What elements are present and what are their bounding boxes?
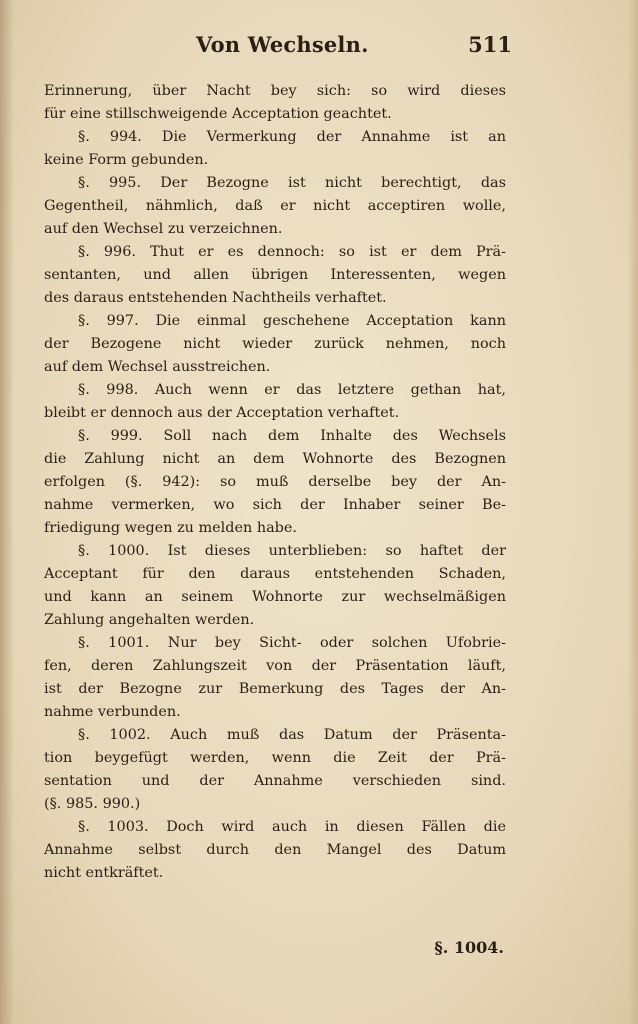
paragraph-999: §. 999. Soll nach dem Inhalte des Wechsels <box>78 428 506 444</box>
text-line: für eine stillschweigende Acceptation geachtet. <box>44 106 392 122</box>
page-number: 511 <box>468 32 512 57</box>
text-line: ist der Bezogne zur Bemerkung des Tages der An- <box>44 681 506 697</box>
paragraph-1001: §. 1001. Nur bey Sicht- oder solchen Ufobrie- <box>78 635 506 651</box>
paragraph-994: §. 994. Die Vermerkung der Annahme ist an <box>78 129 506 145</box>
page-header <box>44 32 512 62</box>
paragraph-998: §. 998. Auch wenn er das letztere gethan hat, <box>78 382 506 398</box>
text-line: Acceptant für den daraus entstehenden Schaden, <box>44 566 506 582</box>
text-line: (§. 985. 990.) <box>44 796 141 812</box>
text-line: bleibt er dennoch aus der Acceptation verhaftet. <box>44 405 400 421</box>
paragraph-996: §. 996. Thut er es dennoch: so ist er dem Prä- <box>78 244 506 260</box>
text-line: Zahlung angehalten werden. <box>44 612 255 628</box>
catchword: §. 1004. <box>434 938 504 957</box>
text-line: die Zahlung nicht an dem Wohnorte des Bezognen <box>44 451 506 467</box>
text-line: nicht entkräftet. <box>44 865 164 881</box>
text-line: keine Form gebunden. <box>44 152 209 168</box>
text-line: des daraus entstehenden Nachtheils verhaftet. <box>44 290 387 306</box>
text-line: friedigung wegen zu melden habe. <box>44 520 297 536</box>
text-line: sentation und der Annahme verschieden sind. <box>44 773 506 789</box>
text-line: Gegentheil, nähmlich, daß er nicht acceptiren wolle, <box>44 198 506 214</box>
text-line: der Bezogene nicht wieder zurück nehmen, noch <box>44 336 506 352</box>
body-text <box>44 80 506 885</box>
paragraph-1002: §. 1002. Auch muß das Datum der Präsenta- <box>78 727 506 743</box>
paragraph-1003: §. 1003. Doch wird auch in diesen Fällen die <box>78 819 506 835</box>
text-line: Erinnerung, über Nacht bey sich: so wird dieses <box>44 83 506 99</box>
paragraph-997: §. 997. Die einmal geschehene Acceptation kann <box>78 313 506 329</box>
text-line: erfolgen (§. 942): so muß derselbe bey der An- <box>44 474 506 490</box>
text-line: nahme verbunden. <box>44 704 181 720</box>
text-line: auf den Wechsel zu verzeichnen. <box>44 221 283 237</box>
paragraph-1000: §. 1000. Ist dieses unterblieben: so haftet der <box>78 543 506 559</box>
text-line: auf dem Wechsel ausstreichen. <box>44 359 271 375</box>
text-line: sentanten, und allen übrigen Interessenten, wegen <box>44 267 506 283</box>
running-head: Von Wechseln. <box>196 32 369 57</box>
paragraph-995: §. 995. Der Bezogne ist nicht berechtigt, das <box>78 175 506 191</box>
text-line: Annahme selbst durch den Mangel des Datum <box>44 842 506 858</box>
text-line: und kann an seinem Wohnorte zur wechselmäßigen <box>44 589 506 605</box>
text-line: tion beygefügt werden, wenn die Zeit der Prä- <box>44 750 506 766</box>
text-line: nahme vermerken, wo sich der Inhaber seiner Be- <box>44 497 506 513</box>
text-line: fen, deren Zahlungszeit von der Präsentation läuft, <box>44 658 506 674</box>
